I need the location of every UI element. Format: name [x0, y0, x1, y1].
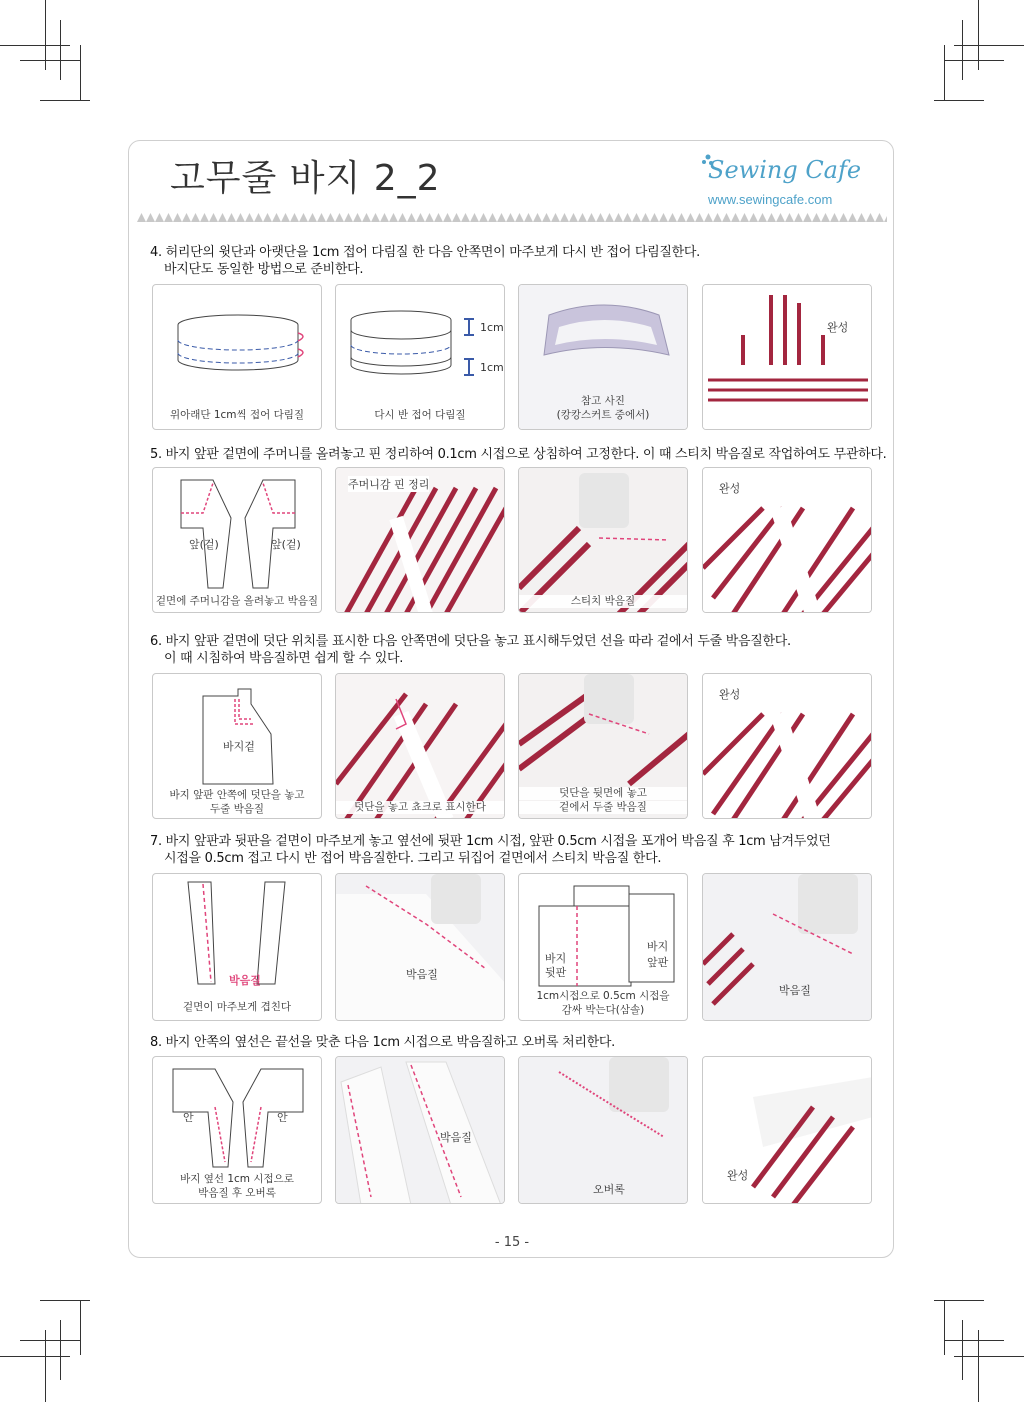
step-4-photo-4	[702, 284, 872, 430]
crop-mark	[978, 1330, 979, 1402]
front-label: 앞(겉)	[189, 538, 219, 551]
crop-mark	[45, 1330, 46, 1402]
step-line: 6. 바지 앞판 겉면에 덧단 위치를 표시한 다음 안쪽면에 덧단을 놓고 표시해두었던 선을 따라 겉에서 두줄 박음질한다.	[150, 634, 791, 649]
crop-mark	[60, 1320, 61, 1380]
crop-mark	[934, 1300, 984, 1301]
stitch-label: 박음질	[440, 1131, 472, 1144]
step-6-photo-2	[335, 673, 505, 819]
step-4-figure-2	[335, 284, 505, 430]
logo-text: Sewing Cafe	[708, 156, 862, 184]
crop-mark	[40, 1300, 90, 1301]
crop-mark	[20, 1340, 80, 1341]
crop-mark	[40, 100, 90, 101]
figure-caption: 1cm시접으로 0.5cm 시접을	[536, 990, 670, 1002]
crop-mark	[934, 100, 984, 101]
front-label: 앞(겉)	[271, 538, 301, 551]
back-label: 바지	[545, 952, 567, 965]
step-line: 4. 허리단의 윗단과 아랫단을 1cm 접어 다림질 한 다음 안쪽면이 마주보게 다시 반 접어 다림질한다.	[150, 245, 701, 260]
complete-label: 완성	[827, 321, 849, 334]
figure-caption: (캉캉스커트 중에서)	[556, 409, 650, 421]
dimension-label: 1cm	[480, 361, 504, 374]
complete-label: 완성	[727, 1169, 749, 1182]
complete-label: 완성	[719, 482, 741, 495]
crop-mark	[944, 45, 945, 100]
crop-mark	[962, 20, 963, 80]
step-8-photo-3	[518, 1056, 688, 1204]
crop-mark	[0, 1356, 70, 1357]
crop-mark	[954, 1356, 1024, 1357]
figure-caption: 참고 사진	[581, 395, 625, 407]
crop-mark	[944, 1300, 945, 1355]
step-7-figure-1	[152, 873, 322, 1021]
step-4-photo-3	[518, 284, 688, 430]
inside-label: 안	[183, 1111, 194, 1124]
step-8-photo-2	[335, 1056, 505, 1204]
figure-caption: 박음질 후 오버록	[198, 1187, 276, 1199]
step-line: 5. 바지 앞판 겉면에 주머니를 올려놓고 핀 정리하여 0.1cm 시접으로 상침하여 고정한다. 이 때 스티치 박음질로 작업하여도 무관하다.	[150, 447, 887, 462]
figure-label: 주머니감 핀 정리	[348, 478, 430, 491]
step-line: 7. 바지 앞판과 뒷판을 겉면이 마주보게 놓고 옆선에 뒷판 1cm 시접, 앞판 0.5cm 시접을 포개어 박음질 후 1cm 남겨두었던	[150, 834, 831, 849]
step-7-photo-2	[335, 873, 505, 1021]
step-6-photo-4	[702, 673, 872, 819]
stitch-label: 박음질	[779, 984, 811, 997]
figure-caption: 다시 반 접어 다림질	[374, 409, 466, 421]
complete-label: 완성	[719, 688, 741, 701]
figure-caption: 감싸 박는다(삼솔)	[561, 1004, 645, 1016]
front-label: 바지	[647, 940, 669, 953]
step-5-text	[150, 446, 887, 463]
crop-mark	[80, 1300, 81, 1355]
crop-mark	[20, 60, 80, 61]
crop-mark	[954, 45, 1024, 46]
step-6-figure-1	[152, 673, 322, 819]
crop-mark	[962, 1320, 963, 1380]
step-5-photo-4	[702, 467, 872, 613]
figure-caption: 덧단을 뒷면에 놓고	[519, 787, 687, 800]
crop-mark	[944, 60, 1004, 61]
overlock-label: 오버록	[593, 1183, 625, 1196]
crop-mark	[80, 45, 81, 100]
step-7-text	[150, 833, 831, 867]
step-8-text	[150, 1034, 615, 1051]
page-number: - 15 -	[494, 1235, 530, 1250]
step-line: 바지단도 동일한 방법으로 준비한다.	[164, 262, 364, 277]
step-8-figure-1	[152, 1056, 322, 1204]
step-5-photo-3	[518, 467, 688, 613]
front-label: 앞판	[647, 956, 669, 969]
step-8-photo-4	[702, 1056, 872, 1204]
crop-mark	[944, 1340, 1004, 1341]
inside-label: 안	[277, 1111, 288, 1124]
step-4-text	[150, 244, 700, 278]
figure-caption: 덧단을 놓고 쵸크로 표시한다	[336, 801, 504, 814]
crop-mark	[60, 20, 61, 80]
step-5-photo-2	[335, 467, 505, 613]
stitch-label: 박음질	[229, 974, 261, 987]
dimension-label: 1cm	[480, 321, 504, 334]
step-5-figure-1	[152, 467, 322, 613]
figure-caption: 바지 앞판 안쪽에 덧단을 놓고	[169, 789, 305, 801]
zigzag-divider	[137, 212, 887, 222]
figure-caption: 두줄 박음질	[209, 803, 265, 815]
figure-caption: 겉에서 두줄 박음질	[519, 801, 687, 814]
step-6-photo-3	[518, 673, 688, 819]
step-4-figure-1	[152, 284, 322, 430]
step-7-photo-4	[702, 873, 872, 1021]
step-7-figure-3	[518, 873, 688, 1021]
page-title: 고무줄 바지 2_2	[170, 158, 441, 199]
logo-url: www.sewingcafe.com	[708, 192, 833, 207]
step-6-text	[150, 633, 791, 667]
figure-caption: 겉면에 주머니감을 올려놓고 박음질	[155, 595, 319, 607]
back-label: 뒷판	[545, 966, 567, 979]
step-line: 이 때 시침하여 박음질하면 쉽게 할 수 있다.	[164, 651, 404, 666]
stitch-label: 박음질	[406, 968, 438, 981]
figure-caption: 겉면이 마주보게 겹친다	[182, 1001, 292, 1013]
step-line: 8. 바지 안쪽의 옆선은 끝선을 맞춘 다음 1cm 시접으로 박음질하고 오버록 처리한다.	[150, 1035, 615, 1050]
figure-caption: 바지 옆선 1cm 시접으로	[180, 1173, 294, 1185]
step-line: 시접을 0.5cm 접고 다시 반 접어 박음질한다. 그리고 뒤집어 겉면에서 스티치 박음질 한다.	[164, 851, 662, 866]
figure-label: 바지겉	[223, 740, 255, 753]
figure-caption: 위아래단 1cm씩 접어 다림질	[169, 409, 305, 421]
figure-caption: 스티치 박음질	[519, 595, 687, 608]
